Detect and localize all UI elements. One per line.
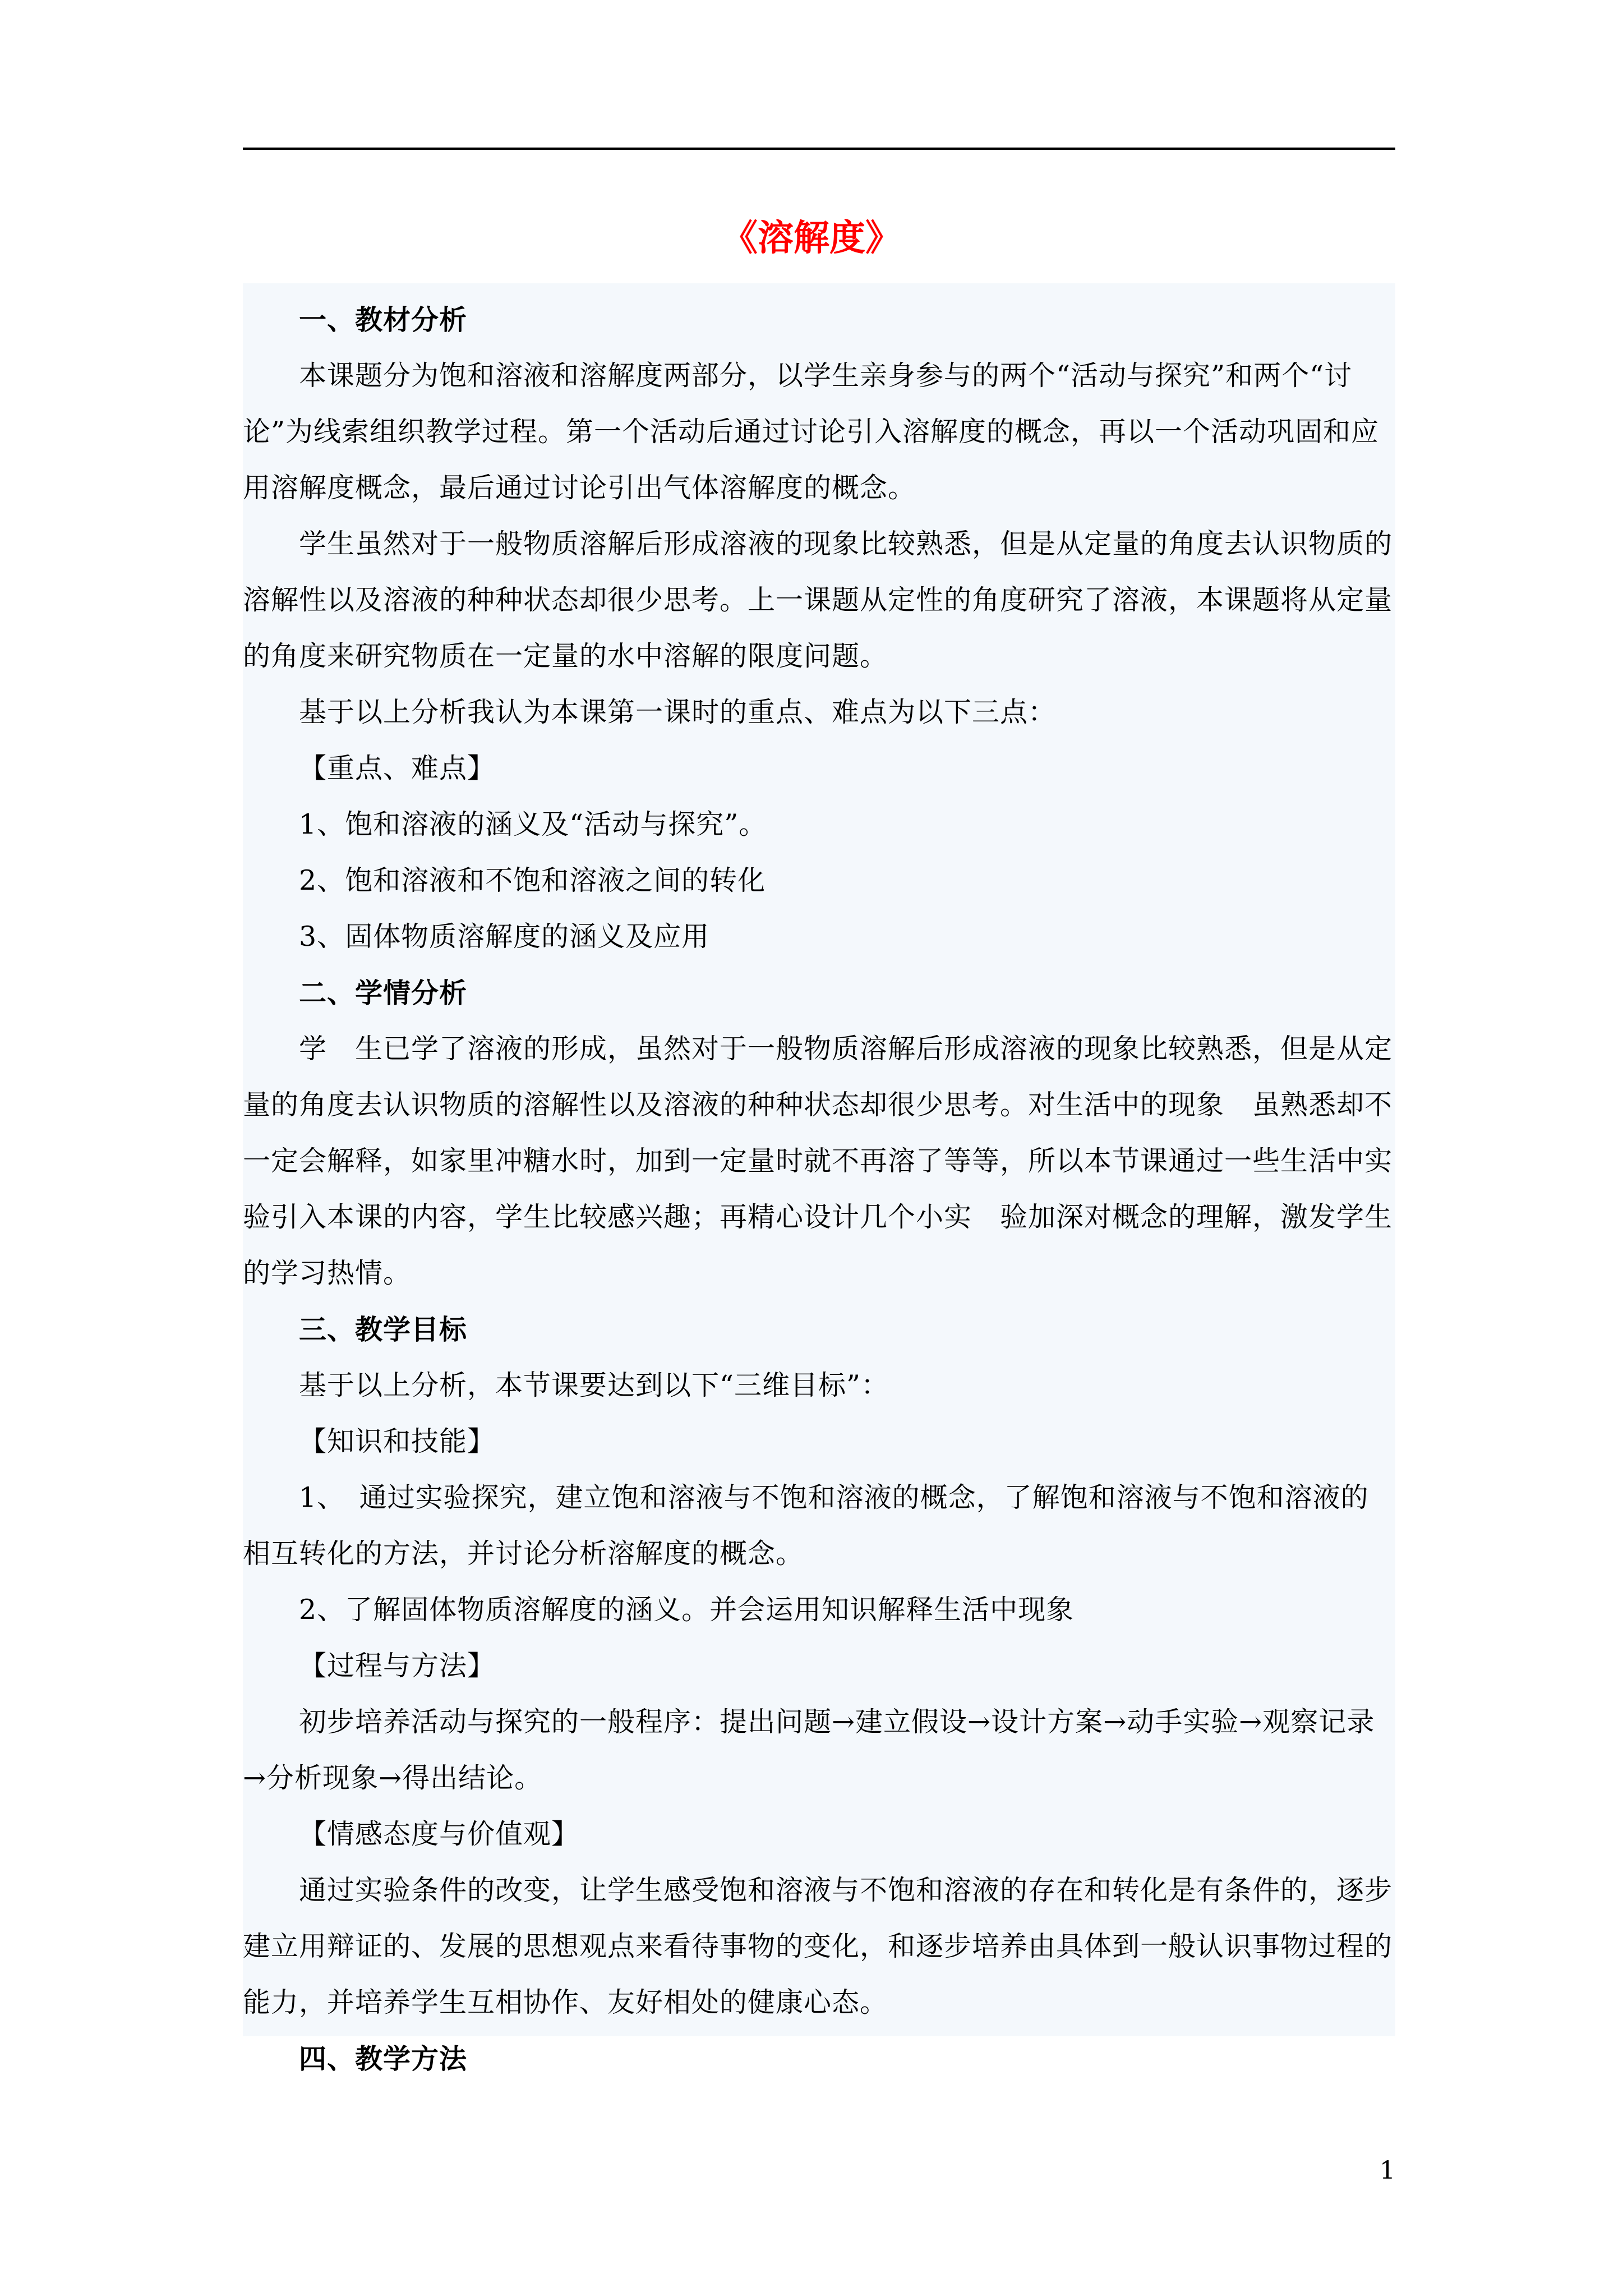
page-number: 1 <box>1380 2156 1395 2185</box>
document-body <box>243 292 1395 2087</box>
section-heading: 四、教学方法 <box>299 2042 468 2075</box>
list-item: 3、固体物质溶解度的涵义及应用 <box>299 921 710 953</box>
header-rule <box>243 148 1395 150</box>
section-heading: 一、教材分析 <box>299 303 468 336</box>
paragraph: 通过实验条件的改变，让学生感受饱和溶液与不饱和溶液的存在和转化是有条件的，逐步建立用辩证的、发展的思想观点来看待事物的变化，和逐步培养由具体到一般认识事物过程的能力，并培养学生互相协作、友好相处的健康心态。 <box>243 1874 1393 2018</box>
section-heading: 三、教学目标 <box>299 1313 468 1346</box>
paragraph: 学生虽然对于一般物质溶解后形成溶液的现象比较熟悉，但是从定量的角度去认识物质的溶解性以及溶液的种种状态却很少思考。上一课题从定性的角度研究了溶液，本课题将从定量的角度来研究物质在一定量的水中溶解的限度问题。 <box>243 528 1393 672</box>
paragraph: 初步培养活动与探究的一般程序：提出问题→建立假设→设计方案→动手实验→观察记录→分析现象→得出结论。 <box>243 1706 1375 1794</box>
list-item: 2、饱和溶液和不饱和溶液之间的转化 <box>299 864 766 896</box>
section-heading: 二、学情分析 <box>299 977 468 1009</box>
subsection-label: 【情感态度与价值观】 <box>299 1818 580 1850</box>
page-title: 《溶解度》 <box>722 217 901 259</box>
subsection-label: 【知识和技能】 <box>299 1425 496 1457</box>
subsection-label: 【过程与方法】 <box>299 1650 496 1682</box>
subsection-label: 【重点、难点】 <box>299 752 496 784</box>
paragraph: 学 生已学了溶液的形成，虽然对于一般物质溶解后形成溶液的现象比较熟悉，但是从定量的角度去认识物质的溶解性以及溶液的种种状态却很少思考。对生活中的现象 虽熟悉却不一定会解释，如家里冲糖水时，加到一定量时就不再溶了等等，所以本节课通过一些生活中实验引入本课的内容，学生比较感兴趣；再精心设计几个小实 验加深对概念的理解，激发学生的学习热情。 <box>243 1033 1393 1289</box>
list-item: 2、了解固体物质溶解度的涵义。并会运用知识解释生活中现象 <box>299 1594 1075 1626</box>
list-item: 1、饱和溶液的涵义及“活动与探究”。 <box>299 808 767 840</box>
paragraph: 本课题分为饱和溶液和溶解度两部分，以学生亲身参与的两个“活动与探究”和两个“讨论”为线索组织教学过程。第一个活动后通过讨论引入溶解度的概念，再以一个活动巩固和应用溶解度概念，最后通过讨论引出气体溶解度的概念。 <box>243 360 1380 504</box>
paragraph: 基于以上分析我认为本课第一课时的重点、难点为以下三点： <box>299 696 1057 728</box>
paragraph: 基于以上分析，本节课要达到以下“三维目标”： <box>299 1369 889 1401</box>
list-item: 1、 通过实验探究，建立饱和溶液与不饱和溶液的概念，了解饱和溶液与不饱和溶液的相互转化的方法，并讨论分析溶解度的概念。 <box>243 1481 1369 1570</box>
